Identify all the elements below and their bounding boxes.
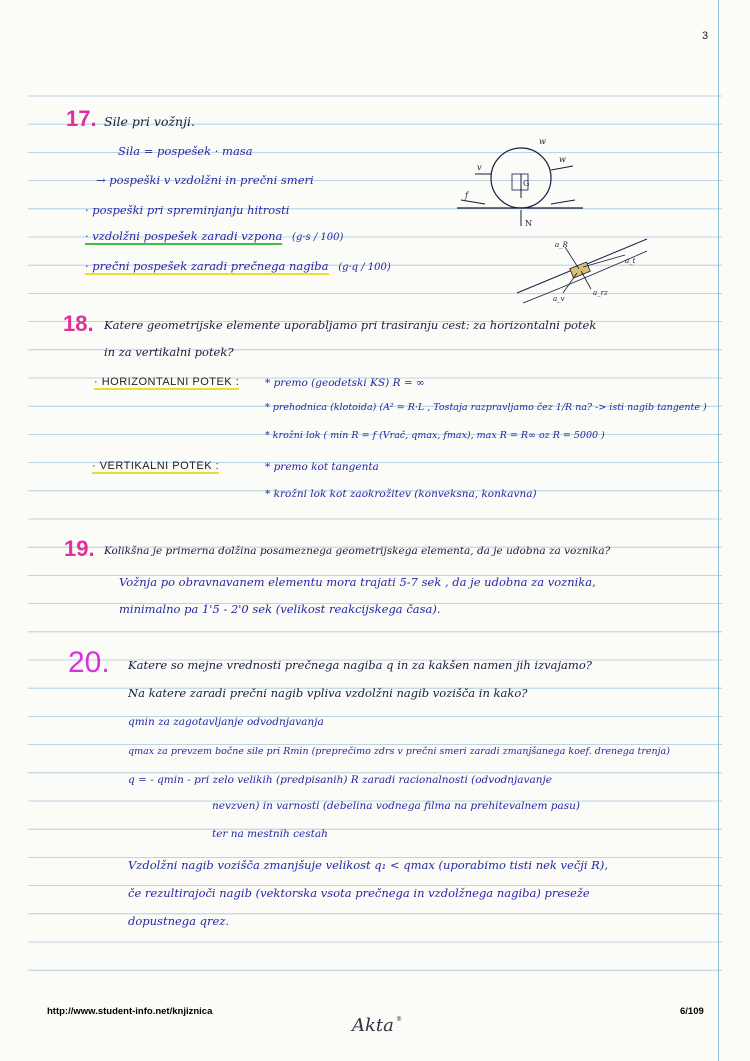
q20-longitudinal-line3: dopustnega qrez.: [128, 914, 230, 928]
q20-qmax-line: qmax za prevzem bočne sile pri Rmin (preprečimo zdrs v prečni smeri zaradi zmanjšanega koef. drenega trenja): [128, 746, 670, 757]
fig1-label-f: f: [465, 191, 468, 200]
fig1-label-n: N: [525, 219, 532, 228]
question-19-title: Kolikšna je primerna dolžina posameznega geometrijskega elementa, da je udobna za voznika?: [104, 545, 611, 557]
q17-line-longitudinal: [85, 229, 343, 243]
fig2-label-ag: a_rz: [593, 289, 608, 297]
q19-answer-line2: minimalno pa 1'5 - 2'0 sek (velikost reakcijskega časa).: [119, 602, 441, 616]
fig1-label-g: G: [523, 179, 530, 188]
vertical-item-arc: * krožni lok kot zaokrožitev (konveksna, konkavna): [265, 488, 537, 500]
question-17-title: Sile pri vožnji.: [104, 114, 195, 129]
q20-longitudinal-line2: če rezultirajoči nagib (vektorska vsota prečnega in vzdolžnega nagiba) preseže: [128, 886, 590, 900]
question-20-title-line2: Na katere zaradi prečni nagib vpliva vzdolžni nagib vozišča in kako?: [128, 686, 528, 700]
page-number: 3: [702, 30, 709, 42]
q17-transverse-fraction: (g·q / 100): [338, 262, 391, 273]
footer-page-count: 6/109: [680, 1006, 704, 1017]
q20-neg-qmin-line2: nevzven) in varnosti (debelina vodnega filma na prehitevalnem pasu): [212, 800, 580, 812]
q17-longitudinal-fraction: (g·s / 100): [292, 232, 344, 243]
q17-line-transverse: [85, 259, 391, 273]
fig2-label-at: a_t: [625, 257, 636, 265]
question-20-title-line1: Katere so mejne vrednosti prečnega nagiba q in za kakšen namen jih izvajamo?: [128, 658, 592, 672]
fig2-label-av: a_v: [553, 295, 565, 303]
horizontal-course-label: · HORIZONTALNI POTEK :: [94, 376, 240, 388]
q17-line-accelerations: → pospeški v vzdolžni in prečni smeri: [96, 173, 314, 187]
curve-accelerations-diagram: [515, 235, 650, 307]
vertical-item-straight: * premo kot tangenta: [265, 461, 379, 473]
question-19-number: 19.: [64, 536, 95, 561]
q20-qmin-line: qmin za zagotavljanje odvodnjavanja: [128, 716, 324, 728]
q20-longitudinal-line1: Vzdolžni nagib vozišča zmanjšuje velikost q₁ < qmax (uporabimo tisti nek večji R),: [128, 858, 608, 872]
question-18-title-line2: in za vertikalni potek?: [104, 345, 234, 359]
horizontal-item-arc: * krožni lok ( min R = f (Vrač, qmax, fmax), max R = R∞ oz R = 5000 ): [265, 430, 605, 441]
akta-logo-mark: ®: [396, 1016, 402, 1023]
horizontal-item-transition: * prehodnica (klotoida) (A² = R·L , Tostaja razpravljamo čez 1/R na? -> isti nagib tangente ): [265, 402, 707, 413]
wheel-forces-diagram: [455, 138, 585, 230]
fig2-label-ar: a_R: [555, 241, 568, 249]
question-18-number: 18.: [63, 311, 94, 336]
fig1-label-w: w: [559, 155, 566, 164]
q17-transverse-text: · prečni pospešek zaradi prečnega nagiba: [85, 259, 329, 273]
page-margin-line: [718, 0, 719, 1061]
q19-answer-line1: Vožnja po obravnavanem elementu mora trajati 5-7 sek , da je udobna za voznika,: [119, 575, 596, 589]
horizontal-item-straight: * premo (geodetski KS) R = ∞: [265, 377, 425, 389]
question-20-number: 20.: [68, 646, 110, 679]
fig1-label-w2: w: [539, 138, 546, 146]
q17-longitudinal-text: · vzdolžni pospešek zaradi vzpona: [85, 229, 283, 243]
vertical-course-label: · VERTIKALNI POTEK :: [92, 460, 220, 472]
q20-neg-qmin-line: q = - qmin - pri zelo velikih (predpisanih) R zaradi racionalnosti (odvodnjavanje: [128, 774, 552, 786]
question-18-title-line1: Katere geometrijske elemente uporabljamo pri trasiranju cest: za horizontalni potek: [104, 318, 597, 332]
q17-line-speed-change: · pospeški pri spreminjanju hitrosti: [85, 203, 290, 217]
footer-url: http://www.student-info.net/knjiznica: [47, 1006, 213, 1017]
q17-line-force-formula: Sila = pospešek · masa: [118, 144, 253, 158]
akta-logo: Akta: [352, 1015, 394, 1036]
fig1-label-v: v: [477, 163, 482, 172]
question-17-number: 17.: [66, 106, 97, 131]
q20-neg-qmin-line3: ter na mestnih cestah: [212, 828, 328, 840]
